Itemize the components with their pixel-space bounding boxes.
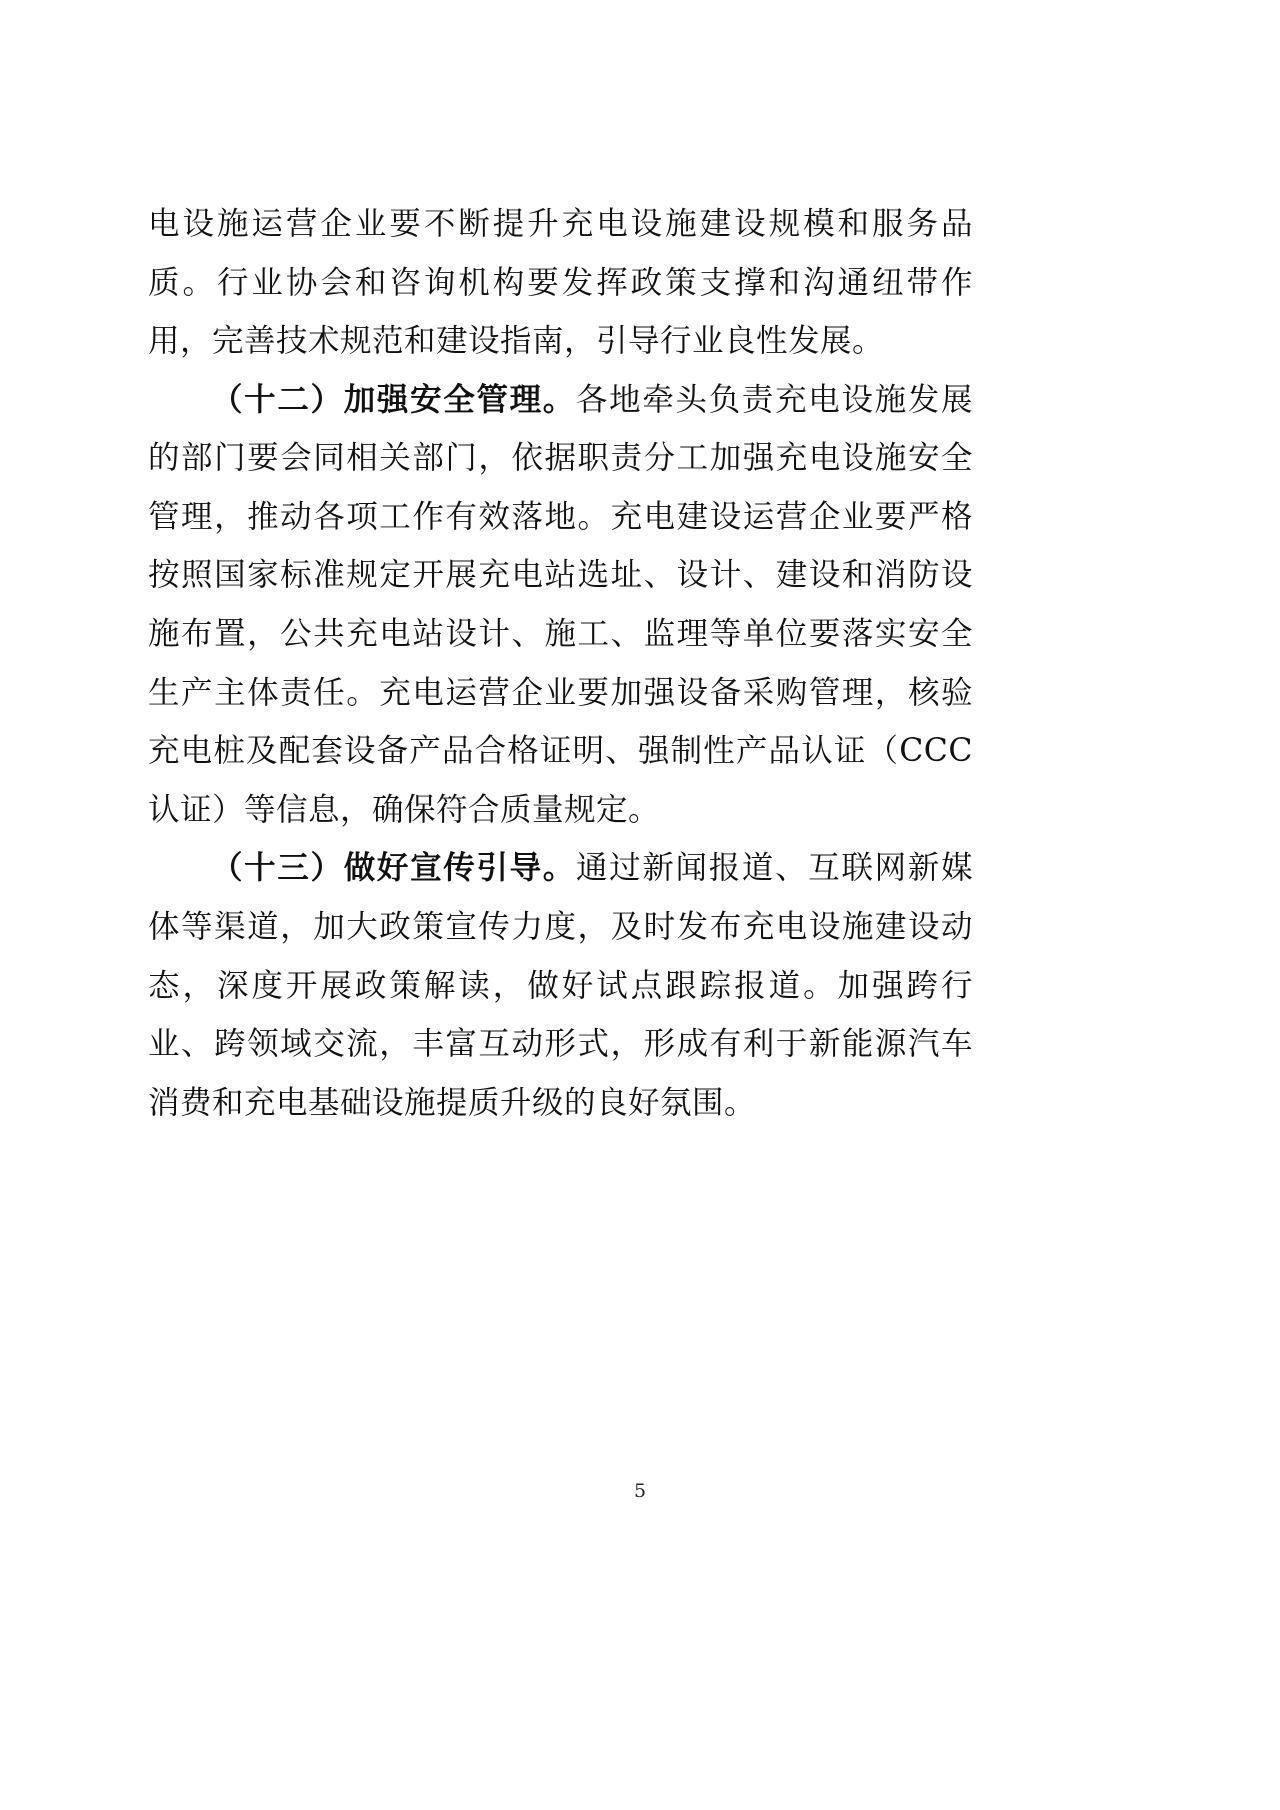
document-body (148, 195, 973, 1132)
paragraph (148, 371, 973, 840)
paragraph-heading-text: （十二）加强安全管理。 (211, 380, 576, 418)
paragraph (148, 195, 973, 371)
paragraph-text: 电设施运营企业要不断提升充电设施建设规模和服务品质。行业协会和咨询机构要发挥政策支撑和沟通纽带作用，完善技术规范和建设指南，引导行业良性发展。 (148, 206, 973, 360)
paragraph-heading-text: （十三）做好宣传引导。 (211, 849, 576, 887)
page-number: 5 (633, 1480, 647, 1502)
paragraph-text: 通过新闻报道、互联网新媒体等渠道，加大政策宣传力度，及时发布充电设施建设动态，深度开展政策解读，做好试点跟踪报道。加强跨行业、跨领域交流，丰富互动形式，形成有利于新能源汽车消费和充电基础设施提质升级的良好氛围。 (148, 850, 973, 1121)
paragraph (148, 839, 973, 1132)
paragraph-text: 各地牵头负责充电设施发展的部门要会同相关部门，依据职责分工加强充电设施安全管理，推动各项工作有效落地。充电建设运营企业要严格按照国家标准规定开展充电站选址、设计、建设和消防设施布置，公共充电站设计、施工、监理等单位要落实安全生产主体责任。充电运营企业要加强设备采购管理，核验充电桩及配套设备产品合格证明、强制性产品认证（CCC 认证）等信息，确保符合质量规定。 (148, 381, 973, 828)
